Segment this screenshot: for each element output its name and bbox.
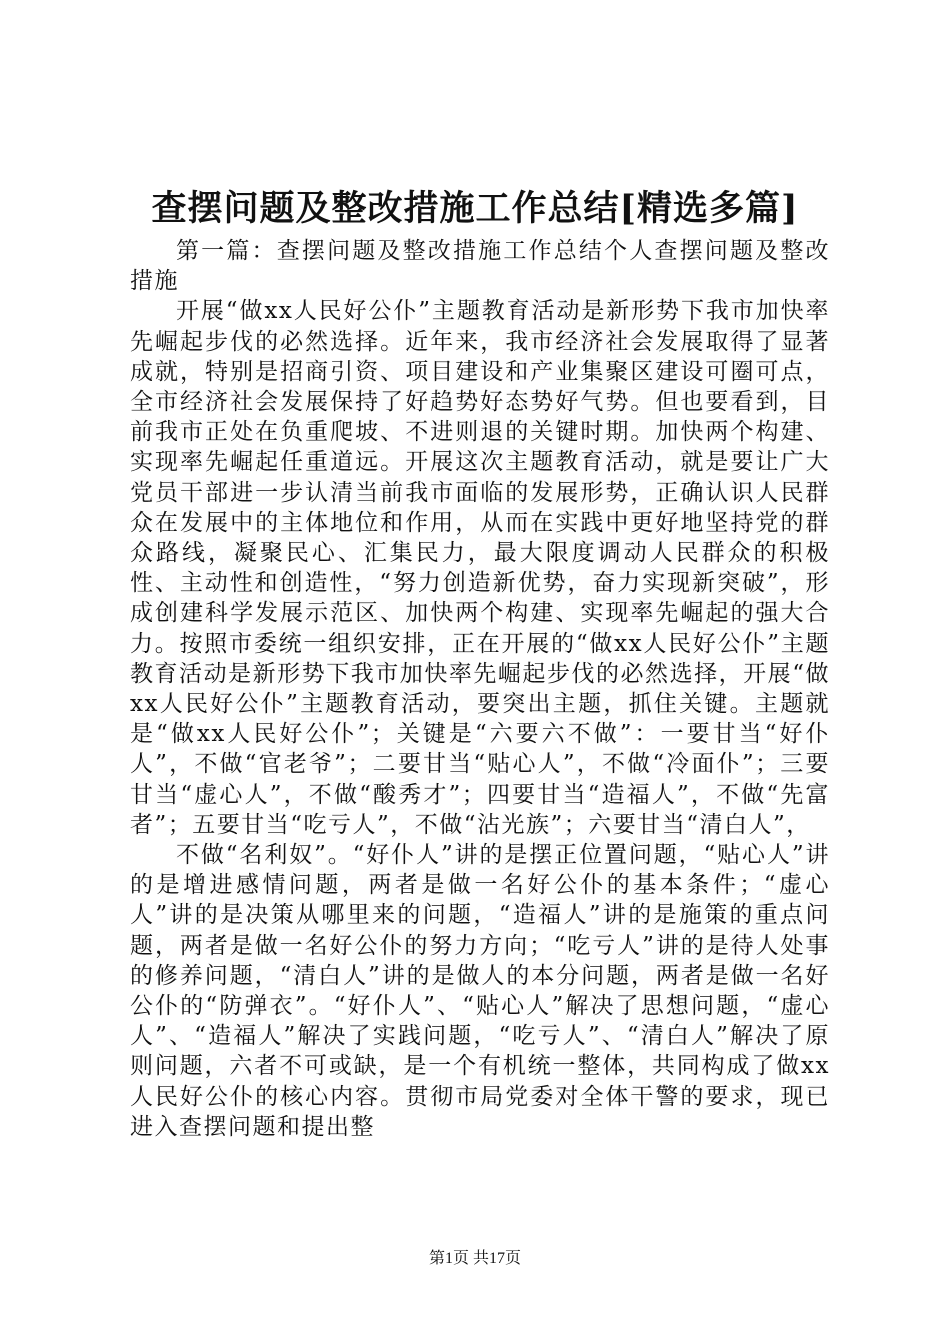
- document-body: [130, 236, 830, 1142]
- body-paragraph: 开展“做xx人民好公仆”主题教育活动是新形势下我市加快率先崛起步伐的必然选择。近年来，我市经济社会发展取得了显著成就，特别是招商引资、项目建设和产业集聚区建设可圈可点，全市经济社会发展保持了好趋势好态势好气势。但也要看到，目前我市正处在负重爬坡、不进则退的关键时期。加快两个构建、实现率先崛起任重道远。开展这次主题教育活动，就是要让广大党员干部进一步认清当前我市面临的发展形势，正确认识人民群众在发展中的主体地位和作用，从而在实践中更好地坚持党的群众路线，凝聚民心、汇集民力，最大限度调动人民群众的积极性、主动性和创造性，“努力创造新优势，奋力实现新突破”，形成创建科学发展示范区、加快两个构建、实现率先崛起的强大合力。按照市委统一组织安排，正在开展的“做xx人民好公仆”主题教育活动是新形势下我市加快率先崛起步伐的必然选择，开展“做xx人民好公仆”主题教育活动，要突出主题，抓住关键。主题就是“做xx人民好公仆”；关键是“六要六不做”：一要甘当“好仆人”，不做“官老爷”；二要甘当“贴心人”，不做“冷面仆”；三要甘当“虚心人”，不做“酸秀才”；四要甘当“造福人”，不做“先富者”；五要甘当“吃亏人”，不做“沾光族”；六要甘当“清白人”，: [130, 298, 830, 838]
- document-title: 查摆问题及整改措施工作总结[精选多篇]: [151, 188, 799, 229]
- page-number-footer: 第1页 共17页: [428, 1250, 521, 1267]
- section-heading-paragraph: 第一篇：查摆问题及整改措施工作总结个人查摆问题及整改措施: [130, 238, 830, 295]
- body-paragraph: 不做“名利奴”。“好仆人”讲的是摆正位置问题，“贴心人”讲的是增进感情问题，两者是做一名好公仆的基本条件；“虚心人”讲的是决策从哪里来的问题，“造福人”讲的是施策的重点问题，两者是做一名好公仆的努力方向；“吃亏人”讲的是待人处事的修养问题，“清白人”讲的是做人的本分问题，两者是做一名好公仆的“防弹衣”。“好仆人”、“贴心人”解决了思想问题，“虚心人”、“造福人”解决了实践问题，“吃亏人”、“清白人”解决了原则问题，六者不可或缺，是一个有机统一整体，共同构成了做xx人民好公仆的核心内容。贯彻市局党委对全体干警的要求，现已进入查摆问题和提出整: [130, 842, 830, 1140]
